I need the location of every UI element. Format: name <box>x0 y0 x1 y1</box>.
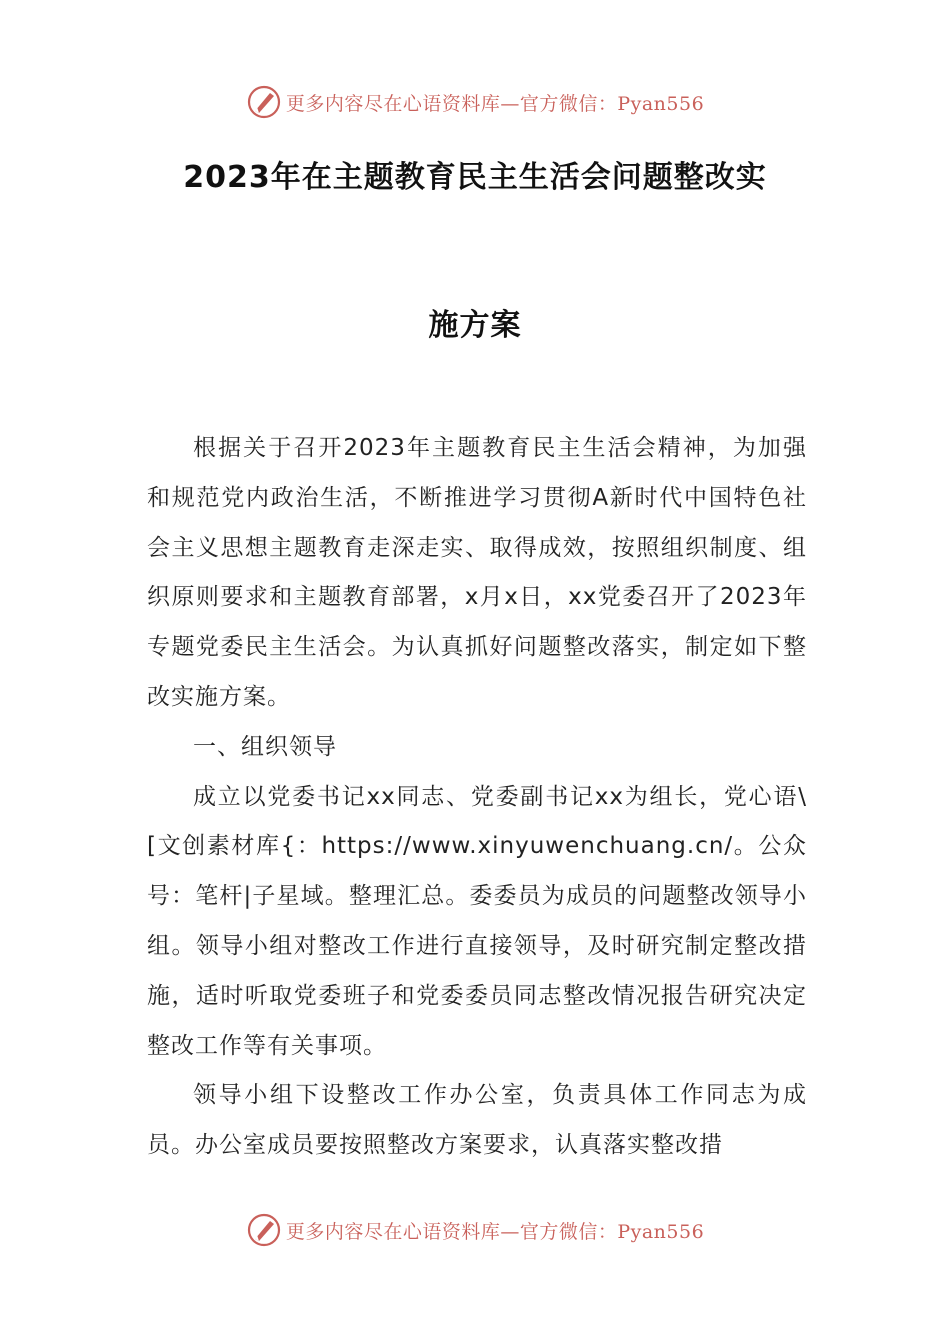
pen-logo-icon <box>246 1212 282 1248</box>
document-title-line-1: 2023年在主题教育民主生活会问题整改实 <box>183 160 767 195</box>
paragraph-intro: 根据关于召开2023年主题教育民主生活会精神，为加强和规范党内政治生活，不断推进学习贯彻A新时代中国特色社会主义思想主题教育走深走实、取得成效，按照组织制度、组织原则要求和主题教育部署，x月x日，xx党委召开了2023年专题党委民主生活会。为认真抓好问题整改落实，制定如下整改实施方案。 <box>147 435 807 710</box>
footer-banner <box>0 1210 950 1250</box>
pen-logo-icon <box>246 84 282 120</box>
paragraph-office: 领导小组下设整改工作办公室，负责具体工作同志为成员。办公室成员要按照整改方案要求，认真落实整改措 <box>147 1082 807 1159</box>
banner-text: 更多内容尽在心语资料库—官方微信：Pyan556 <box>285 1220 705 1243</box>
header-banner <box>0 82 950 122</box>
document-body <box>147 424 807 1171</box>
section-heading-organization: 一、组织领导 <box>193 733 337 760</box>
document-title-line-2: 施方案 <box>428 308 522 343</box>
banner-text: 更多内容尽在心语资料库—官方微信：Pyan556 <box>285 92 705 115</box>
paragraph-leadership-group: 成立以党委书记xx同志、党委副书记xx为组长，党心语\[文创素材库{：https://www.xinyuwenchuang.cn/。公众号：笔杆|子星域。整理汇总。委委员为成员的问题整改领导小组。领导小组对整改工作进行直接领导，及时研究制定整改措施，适时听取党委班子和党委委员同志整改情况报告研究决定整改工作等有关事项。 <box>147 783 807 1059</box>
